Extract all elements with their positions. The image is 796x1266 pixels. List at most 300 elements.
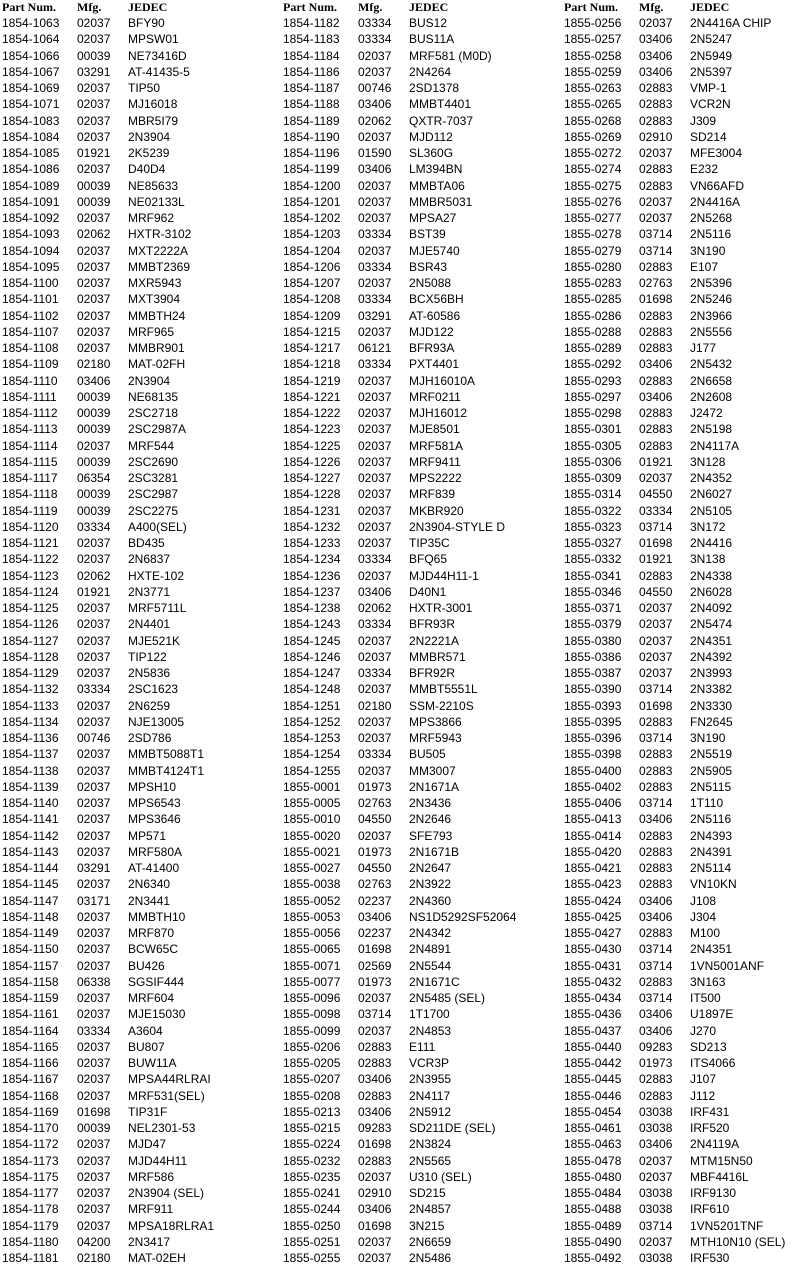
mfg-code-cell: 03291 <box>358 308 392 323</box>
jedec-cell: MRF581A <box>409 438 464 453</box>
table-row <box>2 1201 264 1217</box>
mfg-code-cell: 02037 <box>358 324 392 339</box>
mfg-code-cell: 03714 <box>639 942 673 957</box>
table-row <box>283 616 545 632</box>
table-row <box>2 763 264 779</box>
part-number-cell: 1855-0272 <box>564 146 622 160</box>
part-number-cell: 1855-0232 <box>283 1153 341 1168</box>
mfg-code-cell: 02037 <box>77 1072 111 1087</box>
jedec-cell: BU807 <box>128 1039 165 1054</box>
jedec-cell: BUW11A <box>128 1056 177 1070</box>
table-row <box>2 161 264 177</box>
jedec-cell: 2N5268 <box>690 211 733 225</box>
part-number-cell: 1855-0488 <box>564 1202 622 1217</box>
mfg-code-cell: 02237 <box>358 893 392 908</box>
part-number-cell: 1855-0309 <box>564 471 622 485</box>
part-number-cell: 1854-1136 <box>2 731 59 745</box>
jedec-cell: MP571 <box>128 828 167 843</box>
table-row <box>2 243 264 259</box>
mfg-code-cell: 06354 <box>77 471 111 485</box>
jedec-cell: BU426 <box>128 958 165 973</box>
table-row <box>564 1120 796 1136</box>
jedec-cell: BFR93A <box>409 341 455 355</box>
mfg-code-cell: 02763 <box>639 276 673 290</box>
table-row <box>564 356 796 372</box>
jedec-cell: NE73416D <box>128 48 187 63</box>
jedec-cell: U310 (SEL) <box>409 1169 472 1184</box>
part-number-cell: 1854-1209 <box>283 308 341 323</box>
mfg-code-cell: 02180 <box>77 1251 111 1265</box>
mfg-code-cell: 03334 <box>639 503 673 518</box>
part-number-cell: 1854-1245 <box>283 633 341 648</box>
mfg-code-cell: 03714 <box>639 796 673 810</box>
part-number-cell: 1855-0442 <box>564 1056 622 1070</box>
jedec-cell: MRF581 (M0D) <box>409 48 492 63</box>
table-row <box>564 275 796 291</box>
jedec-cell: D40D4 <box>128 162 166 177</box>
mfg-code-cell: 02037 <box>77 1039 111 1054</box>
part-number-cell: 1854-1129 <box>2 666 59 680</box>
table-row <box>283 860 545 876</box>
table-row <box>283 178 545 194</box>
jedec-cell: HXTR-3001 <box>409 601 473 615</box>
table-row <box>564 925 796 941</box>
table-row <box>2 389 264 405</box>
table-row <box>2 96 264 112</box>
mfg-code-cell: 02037 <box>77 666 111 680</box>
table-row <box>283 243 545 259</box>
mfg-code-cell: 02883 <box>639 747 673 762</box>
jedec-cell: 2N3824 <box>409 1137 452 1152</box>
jedec-cell: SD214 <box>690 129 727 144</box>
mfg-code-cell: 02037 <box>77 113 111 128</box>
mfg-code-cell: 02037 <box>77 243 111 258</box>
table-row <box>283 1023 545 1039</box>
mfg-code-cell: 04550 <box>358 861 392 875</box>
mfg-code-cell: 01698 <box>639 536 673 550</box>
mfg-code-cell: 02037 <box>77 779 111 794</box>
jedec-cell: MMBR5031 <box>409 194 473 209</box>
table-row <box>283 503 545 519</box>
table-row <box>564 633 796 649</box>
jedec-cell: MJE521K <box>128 633 181 648</box>
part-number-cell: 1854-1179 <box>2 1218 59 1233</box>
jedec-cell: 2N2608 <box>690 389 733 404</box>
table-row <box>2 1055 264 1071</box>
table-row <box>564 243 796 259</box>
part-number-cell: 1854-1161 <box>2 1007 59 1022</box>
table-row <box>564 194 796 210</box>
part-number-cell: 1855-0277 <box>564 211 622 225</box>
part-number-cell: 1855-0379 <box>564 617 622 632</box>
jedec-cell: 2N4338 <box>690 568 733 583</box>
part-number-cell: 1854-1252 <box>283 714 341 729</box>
mfg-code-cell: 01921 <box>639 454 673 469</box>
jedec-cell: 2SC2275 <box>128 503 179 518</box>
mfg-code-cell: 02037 <box>358 194 392 209</box>
part-number-cell: 1854-1112 <box>2 406 58 420</box>
table-row <box>564 226 796 242</box>
table-row <box>2 48 264 64</box>
jedec-cell: 2N5247 <box>690 32 733 47</box>
part-number-cell: 1854-1181 <box>2 1251 59 1265</box>
table-row <box>283 31 545 47</box>
mfg-code-cell: 02883 <box>639 763 673 778</box>
part-number-cell: 1855-0289 <box>564 341 622 355</box>
table-row <box>283 958 545 974</box>
mfg-code-cell: 02037 <box>358 682 392 697</box>
part-number-cell: 1854-1167 <box>2 1072 59 1087</box>
part-number-cell: 1854-1207 <box>283 276 341 290</box>
jedec-cell: E111 <box>409 1039 436 1054</box>
mfg-code-cell: 03334 <box>358 227 392 242</box>
mfg-code-cell: 02883 <box>639 974 673 989</box>
jedec-cell: BFY90 <box>128 16 165 30</box>
part-number-cell: 1855-0278 <box>564 227 622 242</box>
table-row <box>564 958 796 974</box>
jedec-cell: 2N4092 <box>690 601 733 615</box>
mfg-code-cell: 02037 <box>358 406 392 420</box>
part-number-cell: 1854-1157 <box>2 958 59 973</box>
mfg-code-cell: 02037 <box>639 601 673 615</box>
table-row <box>283 291 545 307</box>
mfg-code-cell: 02037 <box>77 1056 111 1070</box>
jedec-cell: J107 <box>690 1072 717 1087</box>
table-row <box>564 1234 796 1250</box>
jedec-cell: MRF586 <box>128 1169 175 1184</box>
jedec-cell: IRF610 <box>690 1202 730 1217</box>
jedec-cell: 2N2221A <box>409 633 460 648</box>
part-number-cell: 1854-1094 <box>2 243 60 258</box>
mfg-code-cell: 02883 <box>639 162 673 177</box>
mfg-code-cell: 03406 <box>639 389 673 404</box>
mfg-code-cell: 03406 <box>639 1137 673 1152</box>
mfg-code-cell: 02037 <box>77 1169 111 1184</box>
mfg-code-cell: 02037 <box>77 828 111 843</box>
part-number-cell: 1854-1208 <box>283 292 341 307</box>
mfg-code-cell: 02037 <box>358 714 392 729</box>
table-row <box>2 194 264 210</box>
part-number-cell: 1854-1143 <box>2 844 59 859</box>
table-row <box>2 876 264 892</box>
mfg-code-cell: 02037 <box>77 552 111 567</box>
mfg-code-cell: 02037 <box>358 536 392 550</box>
table-row <box>2 356 264 372</box>
table-row <box>283 600 545 616</box>
table-row <box>283 681 545 697</box>
mfg-code-cell: 01698 <box>639 292 673 307</box>
jedec-cell: 2N5565 <box>409 1153 452 1168</box>
table-row <box>564 519 796 535</box>
part-number-cell: 1854-1233 <box>283 536 341 550</box>
mfg-code-cell: 02037 <box>77 129 111 144</box>
jedec-cell: BFQ65 <box>409 552 448 567</box>
jedec-cell: 3N138 <box>690 552 726 567</box>
part-number-cell: 1854-1182 <box>283 16 340 30</box>
part-number-cell: 1855-0010 <box>283 812 341 827</box>
part-number-cell: 1854-1145 <box>2 877 59 892</box>
part-number-cell: 1854-1219 <box>283 373 341 388</box>
mfg-code-cell: 02037 <box>639 649 673 664</box>
part-number-cell: 1854-1133 <box>2 698 59 713</box>
part-number-cell: 1854-1225 <box>283 438 341 453</box>
mfg-code-cell: 02037 <box>358 243 392 258</box>
table-row <box>564 421 796 437</box>
part-number-cell: 1854-1100 <box>2 276 59 290</box>
part-number-cell: 1854-1246 <box>283 649 341 664</box>
mfg-code-cell: 02037 <box>639 1169 673 1184</box>
table-row <box>2 1234 264 1250</box>
jedec-cell: MMBR571 <box>409 649 466 664</box>
jedec-cell: IRF530 <box>690 1251 730 1265</box>
table-column-2 <box>283 0 545 1266</box>
table-row <box>283 470 545 486</box>
jedec-cell: MJD44H11-1 <box>409 568 479 583</box>
table-row <box>564 470 796 486</box>
mfg-code-cell: 04550 <box>358 812 392 827</box>
jedec-cell: 2N5519 <box>690 747 733 762</box>
part-number-cell: 1855-0322 <box>564 503 622 518</box>
part-number-cell: 1854-1093 <box>2 227 60 242</box>
mfg-code-cell: 02883 <box>639 568 673 583</box>
table-row <box>564 373 796 389</box>
jedec-cell: 2N4857 <box>409 1202 452 1217</box>
part-number-cell: 1855-0071 <box>283 958 341 973</box>
table-row <box>564 893 796 909</box>
mfg-code-cell: 02883 <box>639 1088 673 1103</box>
mfg-code-cell: 02037 <box>77 536 111 550</box>
part-number-cell: 1854-1236 <box>283 568 341 583</box>
part-number-cell: 1854-1232 <box>283 519 341 534</box>
mfg-code-cell: 02763 <box>358 877 392 892</box>
table-row <box>564 1071 796 1087</box>
mfg-code-cell: 03406 <box>639 1007 673 1022</box>
jedec-cell: 2N4891 <box>409 942 452 957</box>
jedec-cell: 2N4117 <box>409 1088 451 1103</box>
header-jedec: JEDEC <box>690 0 730 14</box>
mfg-code-cell: 02037 <box>77 292 111 307</box>
table-row <box>2 779 264 795</box>
jedec-cell: 2N5432 <box>690 357 733 372</box>
column-header <box>564 0 796 15</box>
table-row <box>283 80 545 96</box>
mfg-code-cell: 00039 <box>77 422 111 437</box>
jedec-cell: A3604 <box>128 1023 163 1038</box>
table-row <box>283 730 545 746</box>
table-row <box>2 113 264 129</box>
jedec-cell: 2N5949 <box>690 48 733 63</box>
jedec-cell: 2SC2987 <box>128 487 179 502</box>
table-row <box>2 210 264 226</box>
table-row <box>2 1071 264 1087</box>
jedec-cell: VCR2N <box>690 97 731 112</box>
jedec-cell: NE02133L <box>128 194 185 209</box>
jedec-cell: AT-60586 <box>409 308 461 323</box>
mfg-code-cell: 01973 <box>358 844 392 859</box>
mfg-code-cell: 02037 <box>358 763 392 778</box>
jedec-cell: AT-41400 <box>128 861 180 875</box>
table-row <box>283 405 545 421</box>
mfg-code-cell: 02037 <box>77 276 111 290</box>
mfg-code-cell: 02037 <box>77 97 111 112</box>
part-number-cell: 1855-0056 <box>283 926 341 940</box>
table-row <box>2 1153 264 1169</box>
jedec-cell: SFE793 <box>409 828 453 843</box>
table-row <box>2 340 264 356</box>
table-row <box>2 373 264 389</box>
mfg-code-cell: 03406 <box>358 97 392 112</box>
part-number-cell: 1855-0478 <box>564 1153 622 1168</box>
table-row <box>564 990 796 1006</box>
part-number-cell: 1854-1221 <box>283 389 341 404</box>
part-number-cell: 1855-0463 <box>564 1137 622 1152</box>
part-number-cell: 1855-0276 <box>564 194 622 209</box>
jedec-cell: BCW65C <box>128 942 179 957</box>
table-row <box>283 1153 545 1169</box>
part-number-cell: 1855-0279 <box>564 243 622 258</box>
part-number-cell: 1854-1123 <box>2 568 59 583</box>
table-row <box>564 1153 796 1169</box>
table-row <box>283 194 545 210</box>
jedec-cell: 2N4351 <box>690 633 733 648</box>
jedec-cell: 2N4401 <box>128 617 171 632</box>
mfg-code-cell: 02062 <box>77 568 111 583</box>
table-row <box>564 31 796 47</box>
table-row <box>283 876 545 892</box>
mfg-code-cell: 02062 <box>77 227 111 242</box>
table-row <box>2 844 264 860</box>
jedec-cell: MRF531(SEL) <box>128 1088 205 1103</box>
mfg-code-cell: 02883 <box>639 373 673 388</box>
mfg-code-cell: 03334 <box>358 32 392 47</box>
part-number-cell: 1855-0292 <box>564 357 622 372</box>
mfg-code-cell: 03334 <box>358 16 392 30</box>
jedec-cell: 2N3904-STYLE D <box>409 519 506 534</box>
jedec-cell: 2K5239 <box>128 146 170 160</box>
part-number-cell: 1854-1067 <box>2 64 60 79</box>
part-number-cell: 1854-1178 <box>2 1202 59 1217</box>
jedec-cell: 3N215 <box>409 1218 445 1233</box>
mfg-code-cell: 02037 <box>358 211 392 225</box>
jedec-cell: 2N5396 <box>690 276 733 290</box>
mfg-code-cell: 02037 <box>358 1023 392 1038</box>
part-number-cell: 1854-1126 <box>2 617 59 632</box>
mfg-code-cell: 03714 <box>639 227 673 242</box>
jedec-cell: 2N5905 <box>690 763 733 778</box>
jedec-cell: 2N5115 <box>690 779 732 794</box>
jedec-cell: MJE8501 <box>409 422 460 437</box>
part-number-cell: 1854-1201 <box>283 194 341 209</box>
jedec-cell: MRF962 <box>128 211 175 225</box>
part-number-cell: 1855-0305 <box>564 438 622 453</box>
jedec-cell: IRF520 <box>690 1121 730 1135</box>
part-number-cell: 1854-1177 <box>2 1186 59 1200</box>
jedec-cell: ITS4066 <box>690 1056 736 1070</box>
part-number-cell: 1855-0256 <box>564 16 622 30</box>
mfg-code-cell: 03406 <box>639 32 673 47</box>
table-row <box>283 1185 545 1201</box>
jedec-cell: TIP31F <box>128 1104 168 1119</box>
mfg-code-cell: 00039 <box>77 178 111 193</box>
table-row <box>283 909 545 925</box>
part-number-cell: 1855-0406 <box>564 796 622 810</box>
mfg-code-cell: 02883 <box>639 877 673 892</box>
part-number-cell: 1855-0490 <box>564 1234 622 1249</box>
mfg-code-cell: 02037 <box>358 1169 392 1184</box>
mfg-code-cell: 02037 <box>639 1234 673 1249</box>
table-row <box>2 714 264 730</box>
table-row <box>564 96 796 112</box>
jedec-cell: MTH10N10 (SEL) <box>690 1234 786 1249</box>
table-row <box>2 730 264 746</box>
jedec-cell: MRF544 <box>128 438 175 453</box>
mfg-code-cell: 00746 <box>77 731 111 745</box>
part-number-cell: 1854-1101 <box>2 292 59 307</box>
table-row <box>2 941 264 957</box>
mfg-code-cell: 03406 <box>639 909 673 924</box>
table-row <box>564 714 796 730</box>
mfg-code-cell: 02180 <box>358 698 392 713</box>
jedec-cell: 2N4853 <box>409 1023 452 1038</box>
part-number-cell: 1854-1175 <box>2 1169 59 1184</box>
part-number-cell: 1854-1117 <box>2 471 58 485</box>
mfg-code-cell: 02037 <box>77 1088 111 1103</box>
jedec-cell: TIP35C <box>409 536 450 550</box>
part-number-cell: 1855-0005 <box>283 796 341 810</box>
table-row <box>283 1169 545 1185</box>
table-row <box>283 210 545 226</box>
part-number-cell: 1854-1199 <box>283 162 340 177</box>
mfg-code-cell: 02883 <box>639 844 673 859</box>
mfg-code-cell: 03038 <box>639 1251 673 1265</box>
jedec-cell: MPS3646 <box>128 812 181 827</box>
mfg-code-cell: 03406 <box>639 1023 673 1038</box>
part-number-cell: 1854-1063 <box>2 16 60 30</box>
part-number-cell: 1854-1132 <box>2 682 59 697</box>
jedec-cell: MMBT4124T1 <box>128 763 205 778</box>
part-number-cell: 1854-1083 <box>2 113 60 128</box>
jedec-cell: 2N3955 <box>409 1072 452 1087</box>
jedec-cell: M100 <box>690 926 721 940</box>
table-row <box>564 811 796 827</box>
part-number-cell: 1854-1110 <box>2 373 58 388</box>
part-number-cell: 1855-0346 <box>564 584 622 599</box>
table-row <box>564 665 796 681</box>
table-row <box>564 698 796 714</box>
part-number-cell: 1855-0001 <box>283 779 341 794</box>
mfg-code-cell: 02037 <box>358 129 392 144</box>
jedec-cell: 2N6340 <box>128 877 171 892</box>
jedec-cell: FN2645 <box>690 714 733 729</box>
jedec-cell: MFE3004 <box>690 146 743 160</box>
mfg-code-cell: 02037 <box>358 389 392 404</box>
mfg-code-cell: 02037 <box>77 909 111 924</box>
part-number-cell: 1854-1251 <box>283 698 341 713</box>
table-rows <box>564 15 796 1266</box>
mfg-code-cell: 02037 <box>77 877 111 892</box>
jedec-cell: 2N5474 <box>690 617 733 632</box>
jedec-cell: NE68135 <box>128 389 179 404</box>
jedec-cell: MPSA27 <box>409 211 457 225</box>
part-number-cell: 1855-0280 <box>564 259 622 274</box>
jedec-cell: SL360G <box>409 146 454 160</box>
table-row <box>283 64 545 80</box>
jedec-cell: 2N4416A CHIP <box>690 16 772 30</box>
table-row <box>283 389 545 405</box>
part-number-cell: 1854-1226 <box>283 454 341 469</box>
table-row <box>564 1023 796 1039</box>
mfg-code-cell: 02062 <box>358 601 392 615</box>
